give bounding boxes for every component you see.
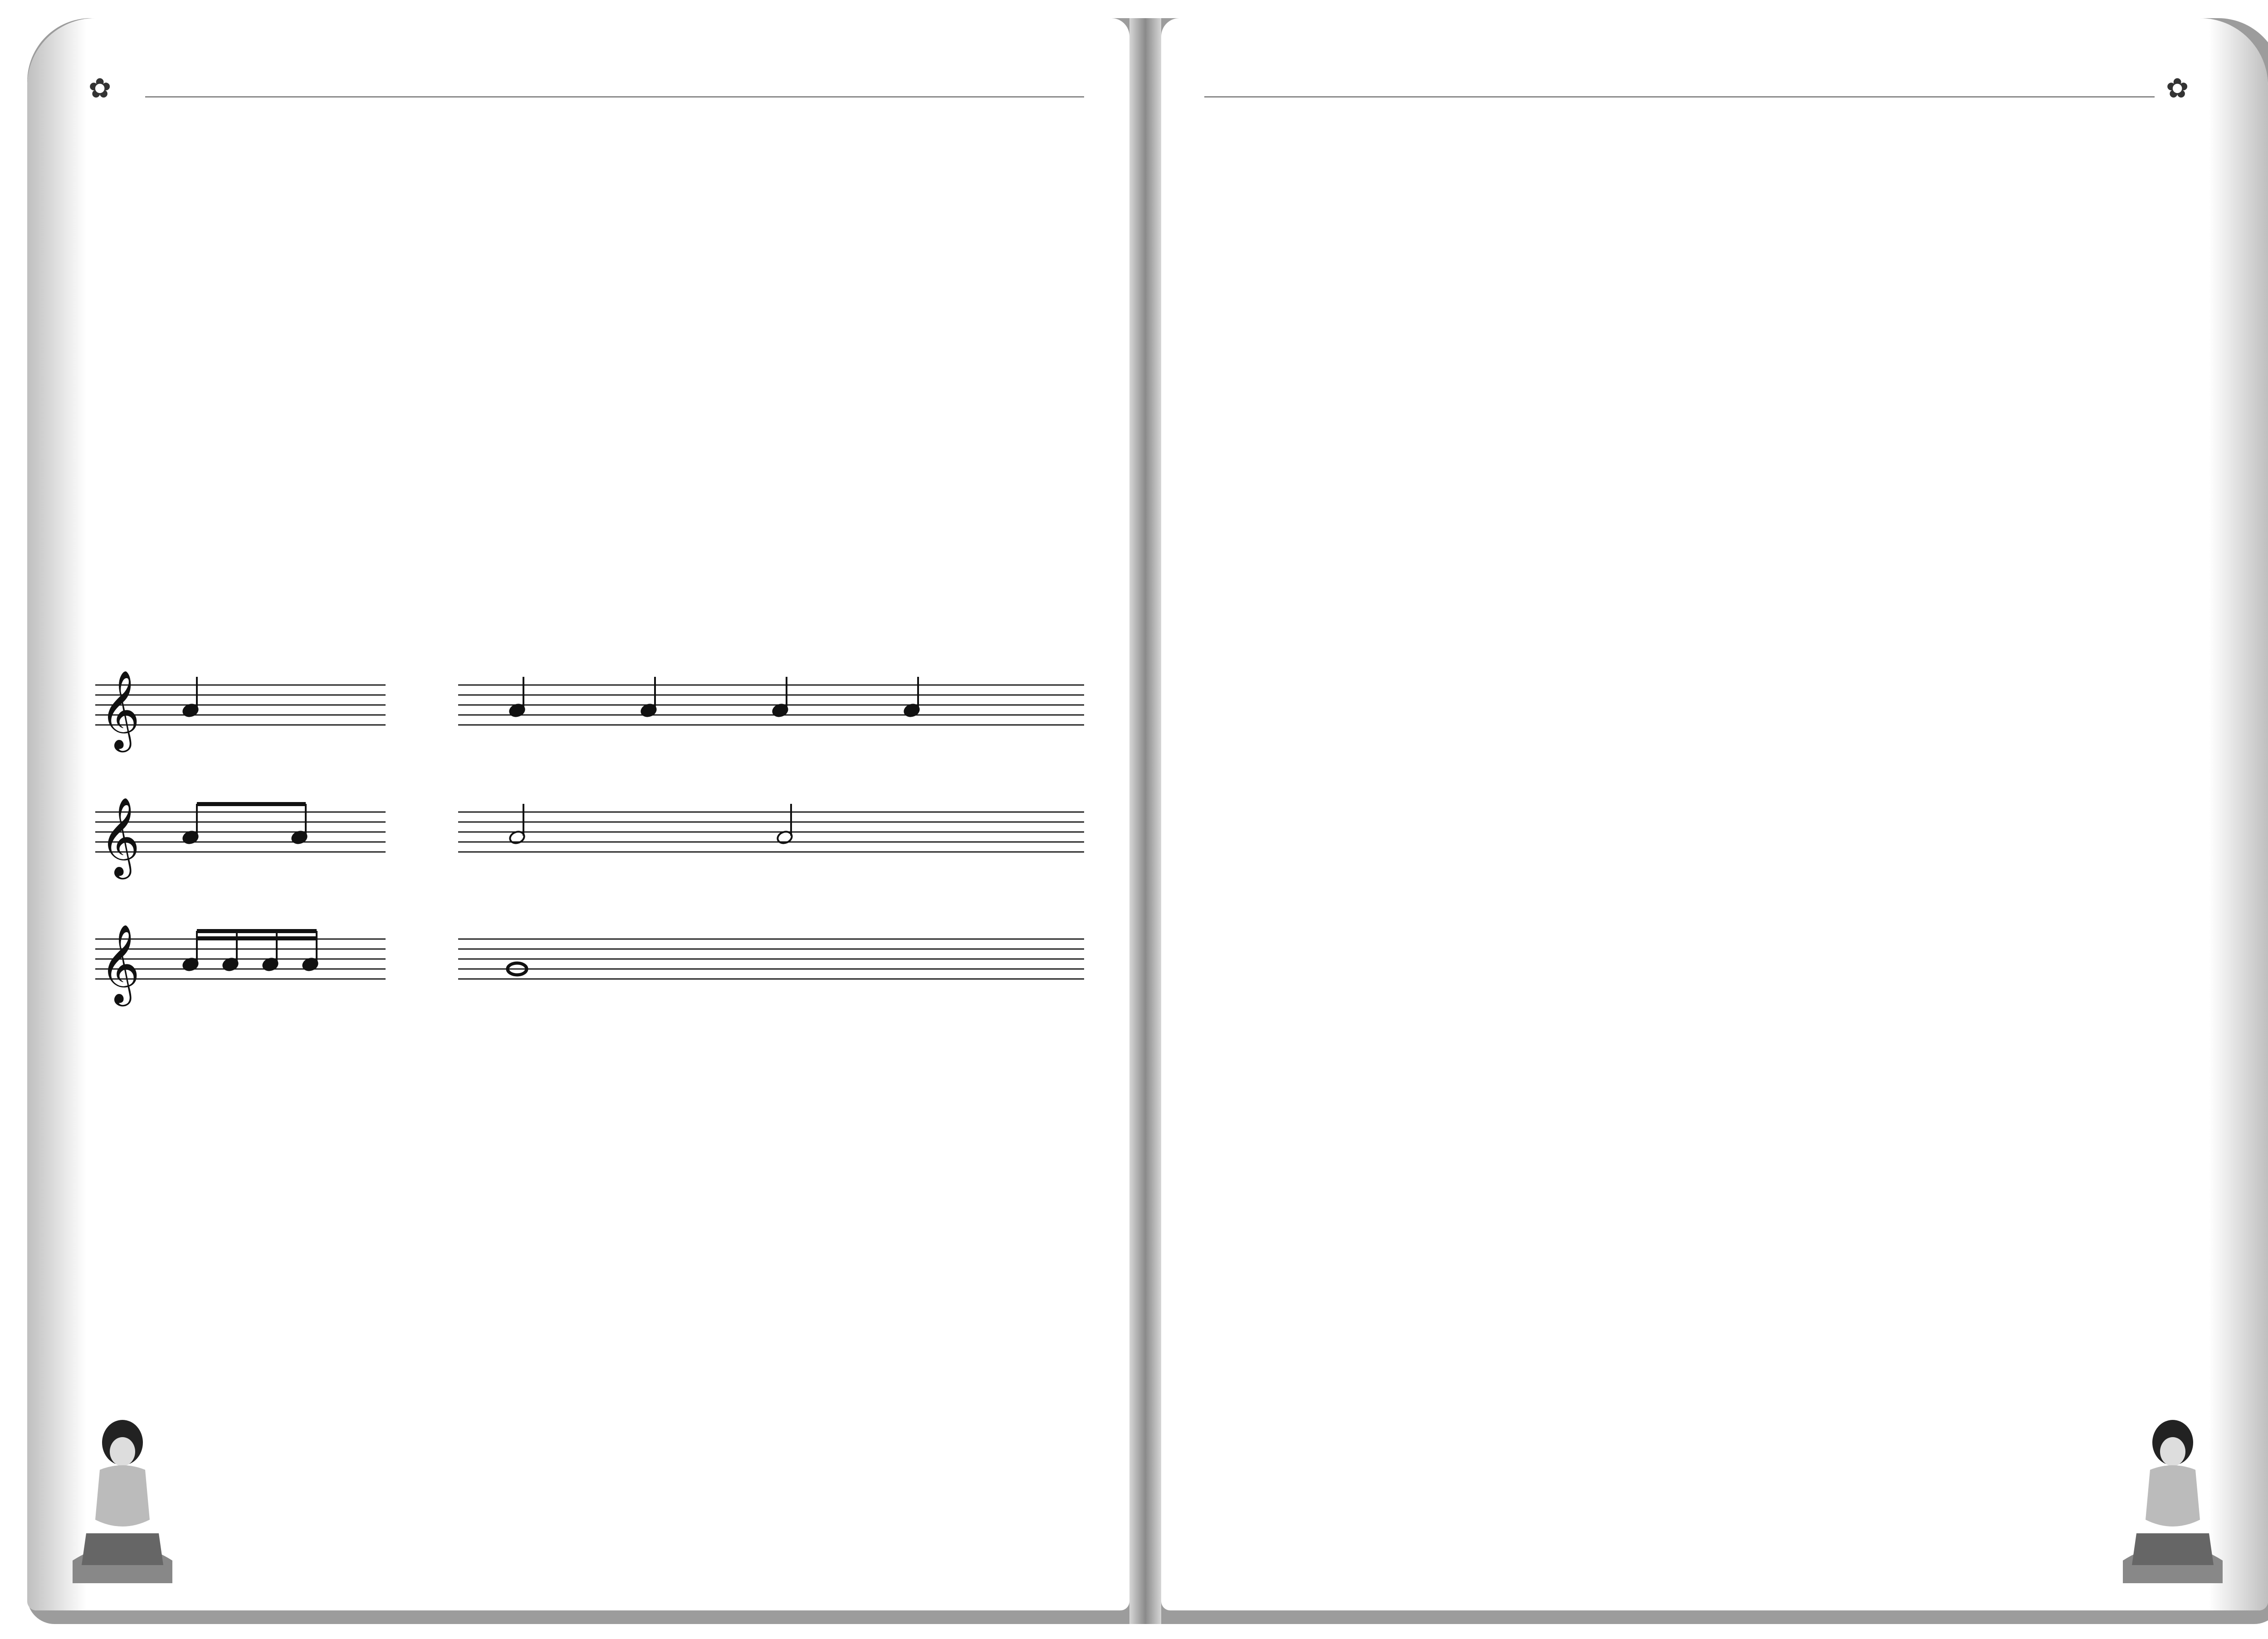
example4-staves [1161,18,2268,1610]
staff [458,812,1084,852]
pinup-illustration-icon [59,1415,186,1597]
gutter [1129,18,1161,1624]
bug-ornament-icon: ✿ [88,73,112,104]
treble-clef-icon: 𝄞 [100,797,140,876]
bug-ornament-icon: ✿ [2166,73,2189,104]
example2-staves [27,18,1129,1610]
left-page [27,18,1129,1610]
treble-clef-icon: 𝄞 [100,670,140,749]
staff [458,939,1084,979]
right-page [1161,18,2268,1610]
staff [458,685,1084,725]
pinup-illustration-icon [2109,1415,2236,1597]
treble-clef-icon: 𝄞 [100,924,140,1003]
